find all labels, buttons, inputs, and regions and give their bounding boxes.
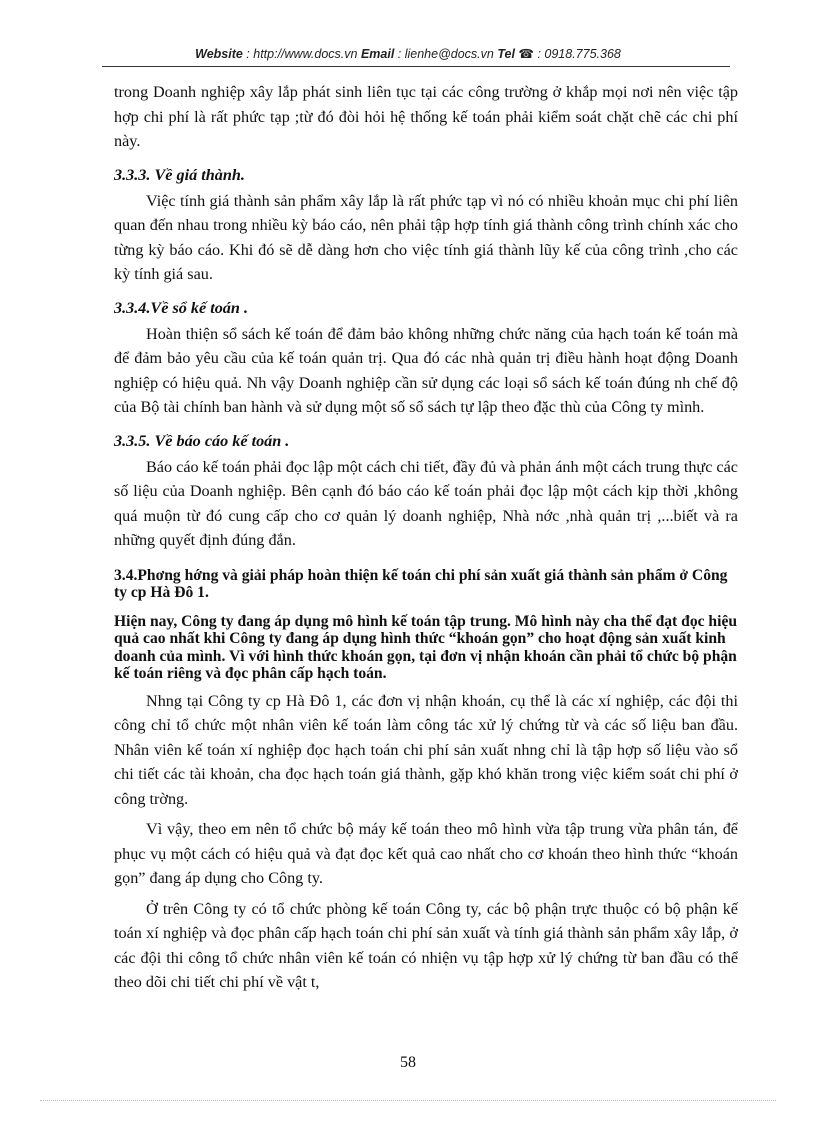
paragraph-7: Ở trên Công ty có tổ chức phòng kế toán Công ty, các bộ phận trực thuộc có bộ phận kế toán xí nghiệp và đọc phân cấp hạch toán chi phí sản xuất và tính giá thành sản phẩm xây lắp, ở các đội thi công tổ chức nhân viên kế toán có nhiện vụ tập hợp xử lý chứng từ ban đầu có thể theo dõi chi tiết chi phí về vật t,: [114, 899, 738, 991]
header-divider: [102, 66, 730, 67]
heading-3-3-4: 3.3.4.Về sổ kế toán .: [114, 298, 248, 317]
page-header: [0, 46, 816, 61]
document-body: [114, 80, 738, 995]
bold-paragraph: Hiện nay, Công ty đang áp dụng mô hình kế toán tập trung. Mô hình này cha thể đạt đọc hiệu quả cao nhất khi Công ty đang áp dụng hình thức “khoán gọn” cho hoạt động sản xuất kinh doanh của mình. Vì với hình thức khoán gọn, tại đơn vị nhận khoán cần phải tổ chức bộ phận kế toán riêng và đọc phân cấp hạch toán.: [114, 612, 738, 682]
website-value: : http://www.docs.vn: [242, 47, 361, 61]
paragraph-1: trong Doanh nghiệp xây lắp phát sinh liên tục tại các công trường ở khắp mọi nơi nên việc tập hợp chi phí là rất phức tạp ;từ đó đòi hỏi hệ thống kế toán phải kiểm soát chặt chẽ các chi phí này.: [114, 83, 738, 150]
email-label: Email: [360, 47, 395, 61]
footer-divider: [40, 1100, 776, 1101]
heading-3-4: 3.4.Phơng hớng và giải pháp hoàn thiện kế toán chi phí sản xuất giá thành sản phẩm ở Công ty cp Hà Đô 1.: [114, 566, 728, 601]
email-value: : lienhe@docs.vn: [394, 47, 498, 61]
tel-label: Tel ☎: [497, 47, 534, 61]
heading-3-3-5: 3.3.5. Về báo cáo kế toán .: [114, 431, 290, 450]
paragraph-2: Việc tính giá thành sản phẩm xây lắp là rất phức tạp vì nó có nhiều khoản mục chi phí liên quan đến nhau trong nhiều kỳ báo cáo, nên phải tập hợp tính giá thành công trình chính xác cho từng kỳ báo cáo. Khi đó sẽ dễ dàng hơn cho việc tính giá thành lũy kế của công trình ,cho các kỳ tính giá sau.: [114, 191, 738, 283]
tel-value: : 0918.775.368: [533, 47, 621, 61]
paragraph-4: Báo cáo kế toán phải đọc lập một cách chi tiết, đầy đủ và phản ánh một cách trung thực các số liệu của Doanh nghiệp. Bên cạnh đó báo cáo kế toán phải đọc lập một cách kịp thời ,không quá muộn từ đó cung cấp cho cơ quản lý doanh nghiệp, Nhà nớc ,nhà quản trị ,...biết và ra những quyết định đúng đắn.: [114, 457, 738, 549]
website-label: Website: [195, 47, 243, 61]
paragraph-5: Nhng tại Công ty cp Hà Đô 1, các đơn vị nhận khoán, cụ thể là các xí nghiệp, các đội thi công chỉ tổ chức một nhân viên kế toán làm công tác xử lý chứng từ và các số liệu ban đầu. Nhân viên kế toán xí nghiệp đọc hạch toán chi phí sản xuất nhng chỉ là tập hợp số liệu vào sổ chi tiết các tài khoản, cha đọc hạch toán giá thành, gặp khó khăn trong việc kiểm soát chi phí ở công trờng.: [114, 691, 738, 808]
paragraph-3: Hoàn thiện sổ sách kế toán để đảm bảo không những chức năng của hạch toán kế toán mà để đảm bảo yêu cầu của kế toán quản trị. Qua đó các nhà quản trị điều hành hoạt động Doanh nghiệp có hiệu quả. Nh vậy Doanh nghiệp cần sử dụng các loại sổ sách kế toán đúng nh chế độ của Bộ tài chính ban hành và sử dụng một số sổ sách tự lập theo đặc thù của Công ty mình.: [114, 324, 738, 416]
heading-3-3-3: 3.3.3. Về giá thành.: [114, 165, 245, 184]
paragraph-6: Vì vậy, theo em nên tổ chức bộ máy kế toán theo mô hình vừa tập trung vừa phân tán, để phục vụ một cách có hiệu quả và đạt đọc kết quả cao nhất cho cơ khoán theo hình thức “khoán gọn” đang áp dụng cho Công ty.: [114, 820, 738, 887]
page-number: 58: [400, 1054, 416, 1071]
